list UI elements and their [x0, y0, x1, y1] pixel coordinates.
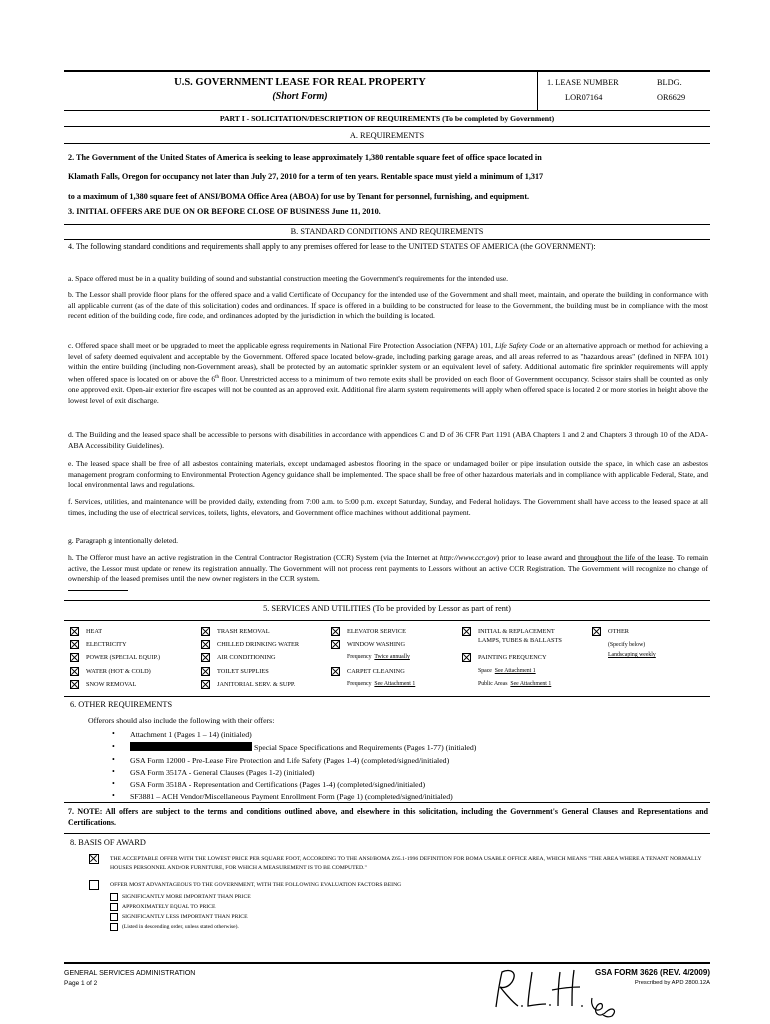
bullet: •: [112, 755, 115, 764]
para2-line3: to a maximum of 1,380 square feet of ANSI/BOMA Office Area (ABOA) for use by Tenant for personnel, furnishing, and equipment.: [68, 192, 530, 201]
section-a-heading: A. REQUIREMENTS: [349, 131, 425, 140]
rule: [64, 224, 710, 225]
top-rule: [64, 70, 710, 72]
rule: [64, 239, 710, 240]
service-power: POWER (SPECIAL EQUIP.): [86, 654, 161, 661]
service-lamps-2: LAMPS, TUBES & BALLASTS: [478, 637, 562, 644]
checkbox-power[interactable]: [70, 653, 79, 662]
section-b-heading: B. STANDARD CONDITIONS AND REQUIREMENTS: [290, 227, 484, 236]
item-c: c. Offered space shall meet or be upgraded to meet the applicable egress requirements in National Fire Protection Association (NFPA) 101, Life Safety Code or an alternative approach or method for achieving a level of safety deemed equivalent and acceptable by the Government. Offered space located below-grade, including parking garage areas, and all areas referred to as "hazardous areas" (defined in NFPA 101) within the entire building (including non-Government areas), shall be protected by an automatic sprinkler system or an equivalent level of safety. Additional automatic fire sprinkler requirements will apply when offered space is located on or above the 6th floor. Unrestricted access to a minimum of two remote exits shall be provided on each floor of Government occupancy. Scissor stairs shall be counted as only one approved exit. Open-air exterior fire escapes will not be counted as an approved exit. Additional fire alarm system requirements will apply when offered space is located 2 or more stories in height above the lowest level of exit discharge.: [68, 341, 709, 405]
bullet: •: [112, 742, 115, 751]
service-lamps-1: INITIAL & REPLACEMENT: [478, 628, 555, 635]
service-ac: AIR CONDITIONING: [217, 654, 276, 661]
item-b: b. The Lessor shall provide floor plans for the offered space and a valid Certificate of Occupancy for the intended use of the Government and shall meet, maintain, and operate the building in conformance with all applicable current (as of the date of this solicitation) codes and ordinances. If space is offered in a building to be constructed for lease to the Government, the building must be in compliance with the most recent edition of the building code, fire code, and ordinances adopted by the jurisdiction in which the building is located.: [68, 290, 708, 321]
rule: [64, 802, 710, 803]
rule: [64, 143, 710, 144]
req-item-5: GSA Form 3518A - Representation and Certifications (Pages 1-4) (completed/signed/initialed): [130, 780, 426, 789]
part1-heading: PART I - SOLICITATION/DESCRIPTION OF REQUIREMENTS (To be completed by Government): [219, 114, 555, 123]
req-item-4: GSA Form 3517A - General Clauses (Pages 1-2) (initialed): [130, 768, 315, 777]
checkbox-painting[interactable]: [462, 653, 471, 662]
header-divider: [537, 72, 538, 110]
service-electricity: ELECTRICITY: [86, 641, 127, 648]
other-note: (Specify below): [608, 642, 646, 648]
other-value: Landscaping weekly: [608, 652, 656, 658]
item-e: e. The leased space shall be free of all asbestos containing materials, except undamaged asbestos flooring in the space or undamaged boiler or pipe insulation outside the space, in which case an asbestos management program conforming to Environmental Protection Agency guidance shall be implemented. The space shall be free of other hazardous materials and in compliance with applicable Federal, State, and local environmental laws and regulations.: [68, 459, 708, 490]
bldg-number: OR6629: [657, 93, 686, 102]
factor-less-important: SIGNIFICANTLY LESS IMPORTANT THAN PRICE: [122, 914, 248, 920]
lease-number: LOR07164: [565, 93, 603, 102]
checkbox-toilet[interactable]: [201, 667, 210, 676]
checkbox-lamps[interactable]: [462, 627, 471, 636]
footer-page: Page 1 of 2: [64, 980, 98, 987]
lease-number-label: 1. LEASE NUMBER: [547, 78, 619, 87]
checkbox-carpet[interactable]: [331, 667, 340, 676]
redaction-bar: [130, 742, 252, 751]
award-option-1: THE ACCEPTABLE OFFER WITH THE LOWEST PRICE PER SQUARE FOOT, ACCORDING TO THE ANSI/BOMA Z65.1-1996 DEFINITION FOR BOMA USABLE OFFICE AREA, WHICH MEANS "THE AREA WHERE A TENANT NORMALLY HOUSES PERSONNEL AND/OR FURNITURE, FOR WHICH A MEASUREMENT IS TO BE COMPUTED.": [110, 856, 702, 871]
service-painting: PAINTING FREQUENCY: [478, 654, 547, 661]
checkbox-lowest-price[interactable]: [89, 854, 99, 864]
service-carpet: CARPET CLEANING: [347, 668, 405, 675]
rule: [64, 696, 710, 697]
checkbox-window[interactable]: [331, 640, 340, 649]
checkbox-other[interactable]: [592, 627, 601, 636]
req-item-6: SF3881 – ACH Vendor/Miscellaneous Payment Enrollment Form (Page 1) (completed/signed/initialed): [130, 792, 453, 801]
form-title: U.S. GOVERNMENT LEASE FOR REAL PROPERTY: [174, 77, 426, 88]
service-heat: HEAT: [86, 628, 103, 635]
award-option-2: OFFER MOST ADVANTAGEOUS TO THE GOVERNMENT, WITH THE FOLLOWING EVALUATION FACTORS BEING: [110, 882, 402, 888]
factor-more-important: SIGNIFICANTLY MORE IMPORTANT THAN PRICE: [122, 894, 251, 900]
factor-note: (Listed in descending order, unless stated otherwise).: [122, 924, 239, 930]
ccr-underline: [68, 590, 128, 591]
service-elevator: ELEVATOR SERVICE: [347, 628, 406, 635]
note7: 7. NOTE: All offers are subject to the terms and conditions outlined above, and elsewhere in this solicitation, including the Government's General Clauses and Representations and Certifications.: [68, 807, 708, 827]
rule: [64, 110, 710, 111]
factor-equal: APPROXIMATELY EQUAL TO PRICE: [122, 904, 216, 910]
checkbox-heat[interactable]: [70, 627, 79, 636]
service-window: WINDOW WASHING: [347, 641, 406, 648]
checkbox-janitorial[interactable]: [201, 680, 210, 689]
footer-form: GSA FORM 3626 (REV. 4/2009): [594, 968, 710, 977]
footer-prescribed: Prescribed by APD 2800.12A: [634, 980, 710, 986]
service-other: OTHER: [608, 628, 629, 635]
req-item-2: Special Space Specifications and Requirements (Pages 1-77) (initialed): [254, 743, 477, 752]
rule: [64, 833, 710, 834]
item-d: d. The Building and the leased space shall be accessible to persons with disabilities in accordance with appendices C and D of 36 CFR Part 1191 (ABA Chapters 1 and 2 and Chapters 3 through 10 of the ADA-ABA Accessibility Guidelines).: [68, 430, 708, 450]
checkbox-water[interactable]: [70, 667, 79, 676]
checkbox-drinking-water[interactable]: [201, 640, 210, 649]
handwritten-initials: [488, 962, 628, 1018]
footer-agency: GENERAL SERVICES ADMINISTRATION: [64, 970, 196, 977]
painting-space: Space See Attachment 1: [478, 668, 536, 674]
checkbox-best-value[interactable]: [89, 880, 99, 890]
checkbox-listed[interactable]: [110, 923, 118, 931]
item-h: h. The Offeror must have an active registration in the Central Contractor Registration (CCR) System (via the Internet at http://www.ccr.gov) prior to lease award and throughout the life of the lease. To remain active, the Lessor must update or renew its registration annually. The Government will not process rent payments to Lessors without an active CCR Registration. The Government will recognize no change of ownership of the leased premises until the new owner registers in the CCR system.: [68, 553, 709, 584]
item-a: a. Space offered must be in a quality building of sound and substantial construction meeting the Government's requirements for the intended use.: [68, 274, 509, 283]
section6-heading: 6. OTHER REQUIREMENTS: [70, 700, 173, 709]
bullet: •: [112, 729, 115, 738]
para2-line2: Klamath Falls, Oregon for occupancy not later than July 27, 2010 for a term of ten years. Rentable space must yield a minimum of 1,317: [68, 172, 544, 181]
checkbox-snow-removal[interactable]: [70, 680, 79, 689]
painting-public: Public Areas See Attachment 1: [478, 681, 552, 687]
req-item-1: Attachment 1 (Pages 1 – 14) (initialed): [130, 730, 252, 739]
carpet-frequency: Frequency See Attachment 1: [347, 681, 416, 687]
window-frequency: Frequency Twice annually: [347, 654, 410, 660]
section6-intro: Offerors should also include the following with their offers:: [88, 716, 275, 725]
service-water: WATER (HOT & COLD): [86, 668, 151, 675]
service-toilet: TOILET SUPPLIES: [217, 668, 269, 675]
form-subtitle: (Short Form): [272, 91, 328, 102]
service-snow-removal: SNOW REMOVAL: [86, 681, 137, 688]
checkbox-trash[interactable]: [201, 627, 210, 636]
para4: 4. The following standard conditions and requirements shall apply to any premises offered for lease to the UNITED STATES OF AMERICA (the GOVERNMENT):: [68, 242, 596, 251]
checkbox-less-important[interactable]: [110, 913, 118, 921]
req-item-3: GSA Form 12000 - Pre-Lease Fire Protection and Life Safety (Pages 1-4) (completed/signed/initialed): [130, 756, 450, 765]
para3: 3. INITIAL OFFERS ARE DUE ON OR BEFORE CLOSE OF BUSINESS June 11, 2010.: [68, 207, 381, 216]
checkbox-ac[interactable]: [201, 653, 210, 662]
bullet: •: [112, 767, 115, 776]
rule: [64, 600, 710, 601]
checkbox-equal[interactable]: [110, 903, 118, 911]
para2-line1: 2. The Government of the United States of America is seeking to lease approximately 1,380 rentable square feet of office space located in: [68, 153, 542, 162]
rule: [64, 620, 710, 621]
section5-heading: 5. SERVICES AND UTILITIES (To be provided by Lessor as part of rent): [263, 604, 511, 613]
bullet: •: [112, 779, 115, 788]
service-janitorial: JANITORIAL SERV. & SUPP.: [217, 681, 296, 688]
checkbox-elevator[interactable]: [331, 627, 340, 636]
checkbox-more-important[interactable]: [110, 893, 118, 901]
section8-heading: 8. BASIS OF AWARD: [70, 838, 146, 847]
item-g: g. Paragraph g intentionally deleted.: [68, 536, 179, 545]
item-f: f. Services, utilities, and maintenance will be provided daily, extending from 7:00 a.m. to 5:00 p.m. except Saturday, Sunday, and Federal holidays. The Government shall have access to the leased space at all times, including the use of electrical services, toilets, lights, elevators, and Government office machines without additional payment.: [68, 497, 708, 517]
service-trash: TRASH REMOVAL: [217, 628, 270, 635]
service-drinking-water: CHILLED DRINKING WATER: [217, 641, 300, 648]
bldg-label: BLDG.: [657, 78, 682, 87]
checkbox-electricity[interactable]: [70, 640, 79, 649]
rule: [64, 126, 710, 127]
bullet: •: [112, 791, 115, 800]
